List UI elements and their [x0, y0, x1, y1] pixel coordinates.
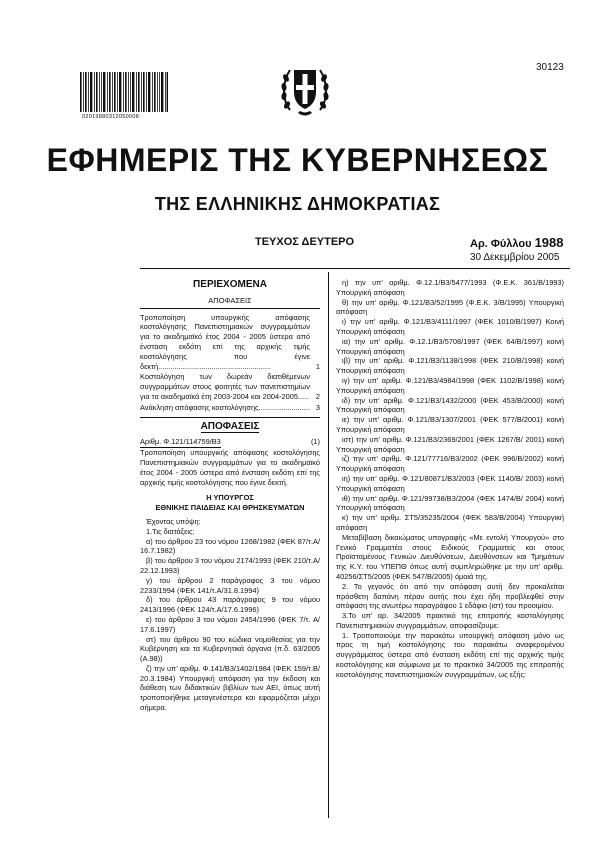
provision-item: ζ) την υπ’ αριθμ. Φ.141/Β3/1402/1984 (ΦΕΚ 159/τ.Β/ 20.3.1984) Υπουργική απόφαση για την έκδοση και διάθεση των διδακτικών βιβλίων των ΑΕΙ, όπως αυτή τροποποιήθηκε μεταγενέστερα και εφαρμόζεται μέχρι σήμερα.	[140, 663, 320, 713]
provision-item: ιζ) την υπ’ αριθμ. Φ.121/77716/Β3/2002 (ΦΕΚ 996/Β/2002) κοινή Υπουργική απόφαση	[336, 454, 564, 474]
provision-item: η) την υπ’ αριθμ. Φ.12.1/Β3/5477/1993 (Φ.Ε.Κ. 361/Β/1993) Υπουργική απόφαση	[336, 278, 564, 297]
provision-item: α) του άρθρου 23 του νόμου 1268/1982 (ΦΕΚ 87/τ.Α/ 16.7.1982)	[140, 536, 320, 556]
header-rule	[140, 268, 570, 269]
right-column	[336, 278, 564, 680]
barcode	[80, 72, 168, 112]
toc-item-page: 2	[315, 391, 320, 401]
provision-item: γ) του άρθρου 2 παράγραφος 3 του νόμου 2233/1994 (ΦΕΚ 141/τ.Α/31.8.1994)	[140, 575, 320, 595]
section-rule	[140, 417, 320, 418]
body-paragraph: 3.Το υπ’ αρ. 34/2005 πρακτικό της επιτροπής κοστολόγησης Πανεπιστημιακών συγγραμμάτων, αποφασίζουμε:	[336, 611, 564, 630]
provision-item: ιθ) την υπ’ αριθμ. Φ.121/99738/Β3/2004 (ΦΕΚ 1474/Β/ 2004) κοινή Υπουργική απόφαση	[336, 493, 564, 513]
provision-item: ιη) την υπ’ αριθμ. Φ.121/80871/Β3/2003 (ΦΕΚ 1140/Β/ 2003) κοινή Υπουργική απόφαση	[336, 473, 564, 493]
left-column	[140, 278, 320, 713]
gazette-subtitle: ΤΗΣ ΕΛΛΗΝΙΚΗΣ ΔΗΜΟΚΡΑΤΙΑΣ	[154, 194, 441, 214]
body-paragraph: 2. Το γεγονός ότι από την απόφαση αυτή δεν προκαλείται πρόσθετη δαπάνη πέραν αυτής που έχει ήδη προβλεφθεί στην απόφαση της ανωτέρω παραγράφου 1 εδάφιο (ιστ) του προοιμίου.	[336, 581, 564, 611]
issue-date: 30 Δεκεμβρίου 2005	[470, 252, 560, 263]
coat-of-arms-icon	[280, 60, 330, 118]
decision-summary: Τροποποίηση υπουργικής απόφασης κοστολόγησης Πανεπιστημιακών συγγραμμάτων για το ακαδημαϊκό έτος 2004 - 2005 ύστερα από ένσταση εκδότη επί της αρχικής τιμής κοστολόγησης που έγινε δεκτή.	[140, 448, 320, 487]
contents-subheading: ΑΠΟΦΑΣΕΙΣ	[140, 296, 320, 309]
sheet-label: Αρ. Φύλλου	[470, 238, 532, 250]
contents-heading: ΠΕΡΙΕΧΟΜΕΝΑ	[193, 279, 267, 290]
body-paragraph: Μεταβίβαση δικαιώματος υπογραφής «Με εντολή Υπουργού» στο Γενικό Γραμματέα στους Ειδικούς Γραμματείς και στους Προϊσταμένους Γενικών Διευθύνσεων, Διευθύνσεων και Τμημάτων της Κ.Υ. του ΥΠΕΠΘ όπως αυτή συμπληρώθηκε με την υπ’ αριθμ. 40256/ΣΤ5/2005 (ΦΕΚ 547/Β/2005) όμοιά της.	[336, 532, 564, 581]
decisions-heading-text: ΑΠΟΦΑΣΕΙΣ	[200, 420, 260, 432]
provision-item: ι) την υπ’ αριθμ. Φ.121/Β3/4111/1997 (ΦΕΚ 1010/Β/1997) Κοινή Υπουργική απόφαση	[336, 317, 564, 336]
sheet-number-value: 1988	[534, 235, 564, 250]
toc-item	[140, 372, 320, 401]
decisions-heading	[140, 422, 320, 432]
barcode-number: 02019880312050008	[82, 114, 140, 120]
gazette-title: ΕΦΗΜΕΡΙΣ ΤΗΣ ΚΥΒΕΡΝΗΣΕΩΣ	[46, 142, 549, 178]
provision-item: ια) την υπ’ αριθμ. Φ.12.1/Β3/5708/1997 (ΦΕΚ 64/Β/1997) κοινή Υπουργική απόφαση	[336, 336, 564, 356]
provision-item: ιγ) την υπ’ αριθμ. Φ.121/Β3/4984/1998 (ΦΕΚ 1102/Β/1998) κοινή Υπουργική απόφαση	[336, 375, 564, 395]
provision-item: στ) του άρθρου 90 του κώδικα νομοθεσίας για την Κυβέρνηση και τα Κυβερνητικά όργανα (π.δ. 63/2005 (Α.98))	[140, 634, 320, 664]
toc-item-text: Κοστολόγηση των δωρεάν διατιθέμενων συγγραμμάτων στους φοιτητές των πανεπιστημίων για τα ακαδημαϊκά έτη 2003-2004 και 2004-2005.....	[140, 372, 310, 401]
intro-text: 1.Τις διατάξεις:	[146, 526, 195, 536]
intro-text: Έχοντας υπόψη:	[146, 516, 201, 526]
ministry-name: ΕΘΝΙΚΗΣ ΠΑΙΔΕΙΑΣ ΚΑΙ ΘΡΗΣΚΕΥΜΑΤΩΝ	[155, 503, 305, 513]
decision-reference	[140, 437, 320, 448]
toc-item	[140, 313, 320, 372]
decision-ref-number: (1)	[310, 437, 320, 447]
column-divider	[328, 272, 329, 818]
toc-item-page: 1	[315, 361, 320, 371]
provision-item: β) του άρθρου 3 του νόμου 2174/1993 (ΦΕΚ 210/τ.Α/ 22.12.1993)	[140, 556, 320, 575]
provision-item: ιδ) την υπ’ αριθμ. Φ.121/Β3/1432/2000 (ΦΕΚ 453/Β/2000) κοινή Υπουργική απόφαση	[336, 395, 564, 415]
provision-item: θ) την υπ’ αριθμ. Φ.121/Β3/52/1995 (Φ.Ε.Κ. 3/Β/1995) Υπουργική απόφαση	[336, 297, 564, 317]
provision-item: ιε) την υπ’ αριθμ. Φ.121/Β3/1307/2001 (ΦΕΚ 577/Β/2001) κοινή Υπουργική απόφαση	[336, 415, 564, 434]
issue-label: ΤΕΥΧΟΣ ΔΕΥΤΕΡΟ	[255, 236, 355, 248]
toc-item-text: Τροποποίηση υπουργικής απόφασης κοστολόγησης Πανεπιστημιακών συγγραμμάτων για το ακαδημαϊκό έτος 2004 - 2005 ύστερα από ένσταση εκδότη επί της αρχικής τιμής κοστολόγησης που έγινε δεκτή.......................................................	[140, 312, 310, 371]
provision-item: ιβ) την υπ’ αριθμ. Φ.121/Β3/1138/1998 (ΦΕΚ 210/Β/1998) κοινή Υπουργική απόφαση	[336, 356, 564, 376]
provision-item: ε) του άρθρου 3 του νόμου 2454/1996 (ΦΕΚ 7/τ. Α/ 17.6.1997)	[140, 614, 320, 634]
body-paragraph: 1. Τροποποιούμε την παρακάτω υπουργική απόφαση μόνο ως προς τη τιμή κοστολόγησης του παρακάτω αναφερομένου συγγράμματος ύστερα από ένσταση εκδότη επί της αρχικής τιμής κοστολόγησης και σύμφωνα με το πρακτικό 34/2005 της επιτροπής κοστολόγησης πανεπιστημιακών συγγραμμάτων, ως εξής:	[336, 630, 564, 679]
minister-title: Η ΥΠΟΥΡΓΟΣ	[206, 493, 254, 503]
provision-item: δ) του άρθρου 43 παράγραφος 9 του νόμου 2413/1996 (ΦΕΚ 124/τ.Α/17.6.1996)	[140, 595, 320, 615]
decision-ref: Αριθμ. Φ.121/114759/Β3	[140, 437, 221, 447]
provision-item: κ) την υπ’ αριθμ. ΣΤ5/35235/2004 (ΦΕΚ 583/Β/2004) Υπουργική απόφαση	[336, 513, 564, 532]
sheet-number	[470, 235, 564, 250]
page-number: 30123	[536, 62, 564, 73]
toc-item	[140, 403, 320, 413]
provision-item: ιστ) την υπ’ αριθμ. Φ.121/Β3/2369/2001 (ΦΕΚ 1267/Β/ 2001) κοινή Υπουργική απόφαση	[336, 434, 564, 454]
toc-item-text: Ανάκληση απόφασης κοστολόγησης.........................	[140, 402, 310, 412]
toc-item-page: 3	[315, 402, 320, 412]
